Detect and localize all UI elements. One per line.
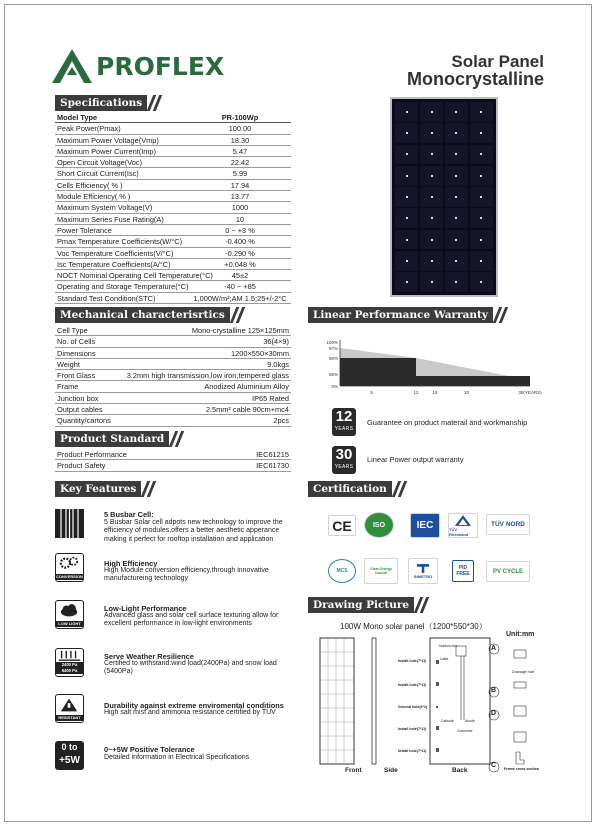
mech-value: 1200×550×30mm — [231, 348, 289, 358]
x-tick-label: 20 — [464, 390, 470, 395]
spec-value: 1,000W/m²;AM 1.5;25+/-2°C — [193, 293, 287, 303]
mcs-logo: MCS — [328, 559, 356, 583]
solar-cell — [445, 145, 468, 165]
mech-row — [55, 348, 291, 359]
specifications-title: Specifications — [55, 95, 147, 111]
spec-row — [55, 293, 291, 304]
header-subtitle: Monocrystalline — [406, 69, 544, 89]
spec-value: 5.47 — [232, 146, 248, 156]
spec-value: 22.42 — [230, 158, 250, 168]
std-row — [55, 449, 291, 460]
header-title: Solar Panel — [451, 52, 544, 71]
tolerance-badge-icon: 0 to +5W — [55, 741, 84, 770]
x-tick-label: 30(YEARS) — [518, 390, 542, 395]
spec-label: Maximum Power Voltage(Vmp) — [57, 135, 159, 145]
spec-value: -0.400 % — [225, 237, 255, 247]
hole-label-4: Install hole(7*11) — [398, 727, 427, 731]
solar-cell — [470, 208, 493, 228]
mechanical-header — [55, 307, 242, 323]
conversion-gear-icon: CONVERSION — [55, 553, 84, 582]
spec-value: 0 ~ +3 % — [225, 225, 255, 235]
spec-row — [55, 281, 291, 292]
warranty-chart — [318, 336, 548, 400]
pv-cycle-logo: PV CYCLE — [486, 561, 530, 582]
solar-cell — [395, 251, 418, 271]
std-label: Product Performance — [57, 450, 127, 459]
solar-cell — [420, 187, 443, 207]
mech-label: Front Glass — [57, 371, 96, 381]
proflex-logo-icon — [50, 47, 94, 85]
product-standard-title: Product Standard — [55, 431, 169, 447]
spec-value: -0.290 % — [225, 248, 255, 258]
solar-cell — [445, 208, 468, 228]
detail-letter-d: D — [491, 710, 497, 717]
spec-label: Maximum Power Current(Imp) — [57, 146, 156, 156]
spec-label: Isc Temperature Coefficients(A/°C) — [57, 259, 171, 269]
x-tick-label: 12 — [413, 390, 419, 395]
solar-cell — [395, 145, 418, 165]
mech-row — [55, 393, 291, 404]
certification-title: Certification — [308, 481, 392, 497]
solar-cell — [470, 230, 493, 250]
solar-cell — [470, 251, 493, 271]
tuv-nord-logo: TÜV NORD — [486, 514, 530, 535]
solar-cell — [395, 123, 418, 143]
spec-row — [55, 157, 291, 168]
key-features-header — [55, 481, 153, 497]
clean-energy-council-logo: Clean Energy Council — [364, 558, 398, 584]
spec-value: 18.30 — [230, 135, 250, 145]
x-tick-label: 5 — [370, 390, 373, 395]
spec-row — [55, 180, 291, 191]
mech-row — [55, 359, 291, 370]
mech-row — [55, 415, 291, 426]
mechanical-table — [55, 325, 291, 427]
solar-cell — [445, 230, 468, 250]
jbox-label-1: Junction box — [438, 644, 458, 648]
spec-label: Maximum System Voltage(V) — [57, 203, 153, 213]
warranty-title: Linear Performance Warranty — [308, 307, 493, 323]
warranty-30-years-badge: 30 YEARS — [332, 446, 356, 474]
spec-value: 45±2 — [231, 271, 249, 281]
hole-label-1: Install hole(7*11) — [398, 659, 427, 663]
snow-load-icon: 2400 Pa 5400 Pa — [55, 648, 84, 677]
spec-head-row: Model Type PR-100Wp — [55, 112, 291, 123]
spec-label: Maximum Series Fuse Rating(A) — [57, 214, 164, 224]
feature-weather-text: Certified to withstand:wind load(2400Pa) and snow load (5400Pa) — [104, 660, 277, 676]
spec-label: Operating and Storage Temperature(°C) — [57, 282, 189, 292]
spec-label: Peak Power(Pmax) — [57, 124, 121, 134]
spec-label: NOCT Nominal Operating Cell Temperature(°C) — [57, 271, 213, 281]
x-tick-label: 15 — [432, 390, 438, 395]
solar-cell — [445, 251, 468, 271]
mech-label: Junction box — [57, 393, 99, 403]
resistant-icon: RESISTANT — [55, 694, 84, 723]
mechanical-title: Mechanical characterisrtics — [55, 307, 230, 323]
solar-cell — [470, 166, 493, 186]
drainage-hole-label: Drainage hole — [512, 670, 535, 674]
panel-dimension-drawing — [318, 616, 548, 776]
jbox-label-5: Connector — [457, 729, 473, 733]
hole-label-5: Install hole(7*11) — [398, 749, 427, 753]
solar-cell — [395, 187, 418, 207]
std-row — [55, 460, 291, 471]
solar-cell — [470, 272, 493, 292]
spec-row — [55, 202, 291, 213]
solar-cell — [420, 251, 443, 271]
spec-value: 5.99 — [232, 169, 248, 179]
solar-cell — [395, 166, 418, 186]
mech-row — [55, 381, 291, 392]
mech-value: 36(4×9) — [263, 337, 289, 347]
mech-value: 2.5mm² cable 90cm+mc4 — [205, 405, 289, 415]
spec-label: Short Circuit Current(Isc) — [57, 169, 139, 179]
detail-letter-c: C — [491, 762, 497, 769]
mech-label: No. of Cells — [57, 337, 96, 347]
solar-cell — [445, 272, 468, 292]
busbar-cell-icon — [55, 509, 84, 538]
front-view-label: Front — [345, 767, 362, 774]
drawing-unit: Unit:mm — [506, 631, 535, 638]
certification-header — [308, 481, 404, 497]
mech-label: Weight — [57, 359, 80, 369]
mech-row — [55, 404, 291, 415]
spec-value: 13.77 — [230, 192, 250, 202]
std-value: IEC61215 — [256, 450, 289, 459]
warranty-30-text: Linear Power output warranty — [367, 455, 464, 464]
feature-efficiency-text: High Module conversion efficiency,through innovative manufactureing technology — [104, 567, 269, 583]
guaranteed-step-bar — [340, 358, 416, 386]
long-term-step-bar — [416, 376, 530, 386]
back-view-label: Back — [452, 767, 468, 774]
spec-row — [55, 146, 291, 157]
solar-cell — [395, 102, 418, 122]
tuv-rheinland-logo: TÜV Rheinland — [448, 513, 478, 538]
feature-busbar-title: 5 Busbar Cell: — [104, 510, 154, 519]
mech-value: Anodized Aluminium Alloy — [204, 382, 289, 392]
mech-value: 3.2mm high transmission,low iron,tempered glass — [126, 371, 289, 381]
y-tick-label: 90% — [328, 356, 338, 361]
drawing-title: Drawing Picture — [308, 597, 414, 613]
brand-logo — [50, 46, 224, 86]
solar-cell — [470, 187, 493, 207]
product-standard-header — [55, 431, 181, 447]
feature-tolerance-text: Detailed information in Electrical Specifications — [104, 754, 250, 761]
feature-durability-title: Durability against extreme enviromental conditions — [104, 701, 284, 710]
solar-cell — [420, 166, 443, 186]
feature-efficiency-title: High Efficiency — [104, 559, 158, 568]
spec-row — [55, 214, 291, 225]
solar-panel-image — [390, 97, 498, 297]
warranty-12-text: Guarantee on product materail and workmanship — [367, 418, 528, 427]
spec-value: 1000 — [231, 203, 249, 213]
spec-row — [55, 135, 291, 146]
warranty-header — [308, 307, 505, 323]
spec-row — [55, 168, 291, 179]
solar-cell — [420, 102, 443, 122]
feature-durability-text: High salt mist and ammonia resistance certified by TUV — [104, 709, 276, 716]
solar-cell — [420, 208, 443, 228]
spec-row — [55, 225, 291, 236]
solar-cell — [420, 123, 443, 143]
hole-label-2: Install hole(7*11) — [398, 683, 427, 687]
feature-busbar-text: 5 Busbar Solar cell adpots new technology to improve the efficiency of modules,offers a better aesthetic apperance making it perfect for rooftop installation and application — [104, 519, 283, 543]
solar-cell — [395, 208, 418, 228]
spec-row — [55, 248, 291, 259]
solar-cell — [420, 230, 443, 250]
mech-row — [55, 370, 291, 381]
solar-cell — [445, 166, 468, 186]
mech-label: Output cables — [57, 405, 103, 415]
feature-tolerance-title: 0~+5W Positive Tolerance — [104, 745, 195, 754]
low-light-cloud-icon: LOW LIGHT — [55, 600, 84, 629]
spec-value: 17.94 — [230, 180, 250, 190]
feature-weather-title: Serve Weather Resilience — [104, 652, 194, 661]
jbox-label-4: Anode — [465, 719, 475, 723]
spec-value: +0.048 % — [224, 259, 256, 269]
feature-lowlight-title: Low-Light Performance — [104, 604, 187, 613]
spec-label: Pmax Temperature Coefficients(W/°C) — [57, 237, 183, 247]
pid-free-logo: PID FREE — [452, 560, 474, 582]
spec-row — [55, 236, 291, 247]
solar-cell — [445, 123, 468, 143]
spec-label: Module Efficiency( % ) — [57, 192, 131, 202]
spec-label: Standard Test Condition(STC) — [57, 293, 156, 303]
jbox-label-3: Cathode — [441, 719, 454, 723]
brand-name: PROFLEX — [96, 51, 225, 81]
mech-label: Frame — [57, 382, 79, 392]
solar-cell — [470, 145, 493, 165]
iec-logo: IEC — [410, 513, 440, 538]
mech-label: Dimensions — [57, 348, 96, 358]
mech-row — [55, 336, 291, 347]
std-label: Product Safety — [57, 461, 106, 471]
mech-label: Cell Type — [57, 326, 88, 335]
solar-cell — [420, 272, 443, 292]
mech-value: Mono-crystalline 125×125mm — [191, 326, 289, 335]
frame-cross-section-label: Frame cross section — [504, 767, 539, 771]
key-features-title: Key Features — [55, 481, 141, 497]
mech-row — [55, 325, 291, 336]
jbox-label-2: Lable — [440, 657, 449, 661]
solar-cell — [395, 230, 418, 250]
y-tick-label: 85% — [328, 372, 338, 377]
solar-cell — [445, 102, 468, 122]
y-tick-label: 100% — [326, 340, 338, 345]
warranty-12-years-badge: 12 YEARS — [332, 408, 356, 436]
spec-value: -40 ~ +85 — [224, 282, 256, 292]
side-view-label: Side — [384, 767, 398, 774]
specifications-table — [55, 112, 291, 304]
specifications-header — [55, 95, 159, 111]
feature-lowlight-text: Advanced glass and solar cell surface texturing allow for excellent performance in low-light environments — [104, 612, 279, 628]
hole-label-3: Ground hole(4*2) — [398, 705, 428, 709]
spec-label: Cells Efficiency( % ) — [57, 180, 123, 190]
detail-letter-b: B — [491, 687, 497, 694]
y-tick-label: 0% — [331, 384, 338, 389]
mech-value: 9.0kgs — [267, 359, 289, 369]
mech-label: Quantity/cartons — [57, 416, 111, 426]
spec-row — [55, 191, 291, 202]
mech-value: IP65 Rated — [252, 393, 289, 403]
spec-row — [55, 259, 291, 270]
std-value: IEC61730 — [256, 461, 289, 471]
iso-logo: ISO — [364, 512, 394, 538]
spec-label: Voc Temperature Coefficients(V/°C) — [57, 248, 174, 258]
solar-cell — [470, 102, 493, 122]
spec-label: Open Circuit Voltage(Voc) — [57, 158, 143, 168]
solar-cell — [445, 187, 468, 207]
mech-value: 2pcs — [273, 416, 289, 426]
spec-value: 10 — [235, 214, 245, 224]
inmetro-logo: INMETRO — [408, 558, 438, 584]
drawing-header — [308, 597, 426, 613]
spec-row — [55, 123, 291, 134]
spec-label: Power Tolerance — [57, 225, 112, 235]
ce-logo: CE — [328, 515, 356, 536]
y-tick-label: 97% — [328, 346, 338, 351]
solar-cell — [470, 123, 493, 143]
solar-cell — [395, 272, 418, 292]
product-standard-table — [55, 449, 291, 472]
spec-value: 100.00 — [228, 124, 252, 134]
drawing-subtitle: 100W Mono solar panel（1200*550*30） — [340, 622, 487, 631]
detail-letter-a: A — [491, 645, 497, 652]
spec-row — [55, 270, 291, 281]
solar-cell — [420, 145, 443, 165]
